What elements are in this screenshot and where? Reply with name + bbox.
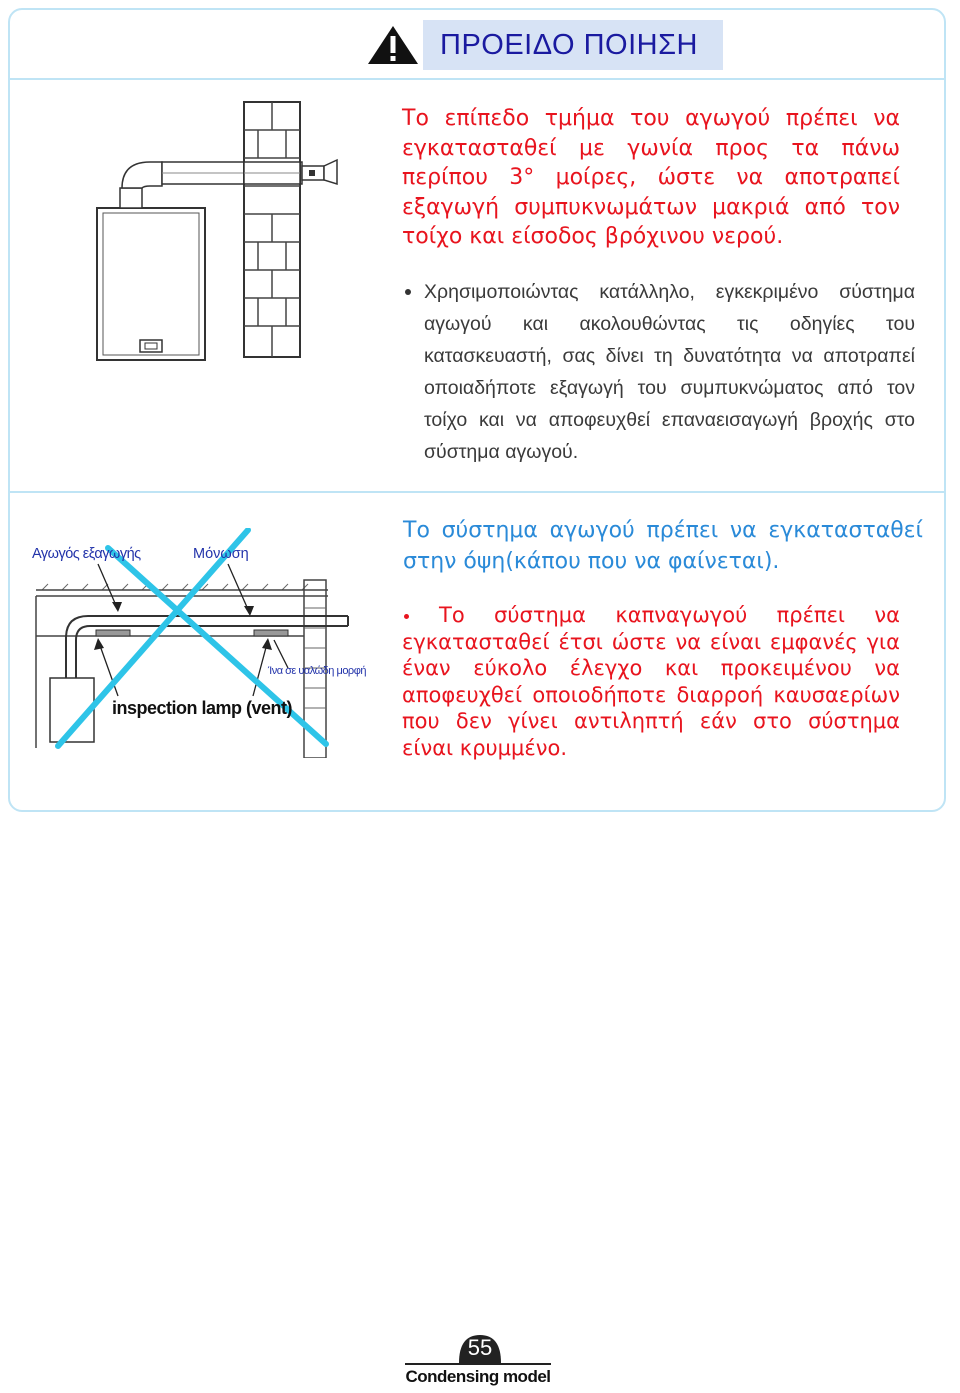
flue-inspection-warning: Το σύστημα καπναγωγού πρέπει να εγκατασταθεί έτσι ώστε να είναι εμφανές για έναν εύκολο έλεγχο και προκειμένου να αποφευχθεί οποιοδήποτε διαρροή καυσαερίων που δεν γίνει αντιληπτή εάν στο σύστημα είναι κρυμμένο. [402,603,900,760]
footer-rule [405,1363,551,1365]
approved-flue-note: Χρησιμοποιώντας κατάλληλο, εγκεκριμένο σύστημα αγωγού και ακολουθώντας τις οδηγίες του κατασκευαστή, σας δίνει τη δυνατότητα να αποτραπεί οποιαδήποτε εξαγωγή του συμπυκνώματος από τον τοίχο και να αποφευχθεί επαναεισαγωγή βροχής στο σύστημα αγωγού. [424,281,915,463]
flue-slope-warning: Το επίπεδο τμήμα του αγωγού πρέπει να εγκατασταθεί με γωνία προς τα πάνω περίπου 3° μοίρες, ώστε να αποτραπεί εξαγωγή συμπυκνωμάτων μακριά από τον τοίχο και είσοδος βρόχινου νερού. [402,106,900,249]
page-number: 55 [467,1335,493,1360]
section-divider [10,491,944,493]
model-name: Condensing model [405,1367,551,1386]
bullet-dot [405,289,411,295]
visible-flue-instruction: Το σύστημα αγωγού πρέπει να εγκατασταθεί στην όψη(κάπου που να φαίνεται). [403,518,923,574]
warning-triangle-icon [366,24,420,66]
glass-fibre-label: Ίνα σε υαλώδη μορφή [268,665,366,677]
hidden-flue-illustration [28,528,378,758]
header-divider [10,78,944,80]
insulation-label: Μόνωση [193,546,249,562]
boiler-flue-illustration [92,100,342,365]
inspection-lamp-label: inspection lamp (vent) [112,698,293,718]
warning-title: ΠΡΟΕΙΔΟ ΠΟΙΗΣΗ [440,29,698,61]
exhaust-pipe-label: Αγωγός εξαγωγής [32,546,141,562]
